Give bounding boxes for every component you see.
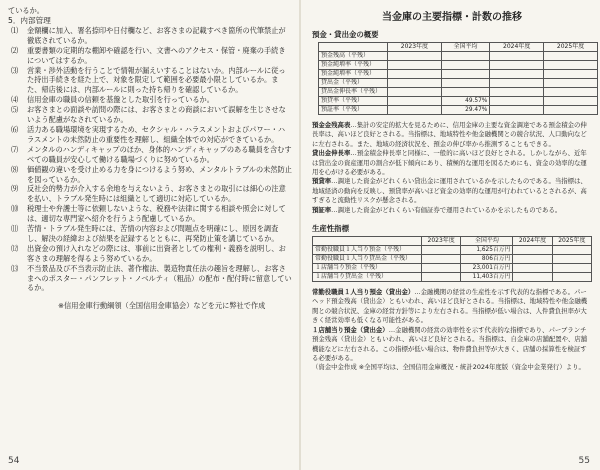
page-number-left: 54 [8, 456, 20, 466]
item-number: ⑾ [11, 224, 19, 234]
item-text: 出資金の預け入れなどの際には、事前に出資者としての権利・義務を説明し、お客さまの理解を得るよう努めているか。 [27, 243, 286, 263]
column-header: 全国平均 [461, 237, 513, 246]
table-cell [513, 246, 552, 255]
section-heading: 5．内部管理 [8, 15, 51, 25]
checklist-item [8, 66, 292, 96]
table-cell [544, 61, 598, 70]
definition: …金融機関の経営の生産性を示す代表的な指標である。パーヘッド預金残高（貸出金）ともいわれ、高いほど良好とされる。当指標は、地域特性や他金融機関との競合状況、金庫の経営方針等により左右される。当指標が低い場合は、人件費負担率が大きく経営効率も低くなる可能性がある。 [312, 288, 588, 325]
row-label: 貸出金伸長率（平残） [319, 88, 388, 97]
table1-heading: 預金・貸出金の概要 [312, 30, 379, 39]
table-cell: 29.47% [441, 106, 489, 115]
item-number: ⑻ [11, 164, 19, 174]
table-cell [490, 52, 544, 61]
row-label: 預証率（平残） [319, 106, 388, 115]
item-text: 不当景品及び不当表示防止法、著作権法、製造物責任法の趣旨を理解し、お客さまへのポスター・パンフレット・ノベルティ（粗品）の配布・配付時に留意しているか。 [27, 263, 292, 293]
table-row [319, 88, 598, 97]
table-cell [552, 255, 591, 264]
table-cell [544, 106, 598, 115]
table-cell [544, 70, 598, 79]
term: 預貸率 [312, 177, 332, 186]
column-header: 2023年度 [422, 237, 461, 246]
table-cell [441, 79, 489, 88]
checklist-item [8, 145, 292, 165]
table-cell [513, 273, 552, 282]
table-row [319, 106, 598, 115]
item-number: ⑵ [11, 45, 19, 55]
book-gutter [299, 0, 301, 470]
checklist-item [8, 184, 292, 204]
table-cell [388, 88, 442, 97]
table-row [319, 70, 598, 79]
item-number: ⑿ [11, 243, 19, 253]
checklist-item [8, 26, 292, 46]
table-cell: 49.57% [441, 97, 489, 106]
item-number: ⑺ [11, 144, 19, 154]
checklist-item [8, 105, 292, 125]
checklist-item [8, 46, 292, 66]
explanation-paragraph [312, 177, 592, 205]
row-label: １店舗当り預金（平残） [313, 264, 422, 273]
table-row [313, 255, 592, 264]
term: 預証率 [312, 205, 332, 214]
table-cell [441, 52, 489, 61]
row-label: 貸出金（平残） [319, 79, 388, 88]
table-row [313, 264, 592, 273]
item-number: ⒀ [11, 263, 19, 273]
table-cell [490, 88, 544, 97]
checklist-item [8, 165, 292, 185]
table-cell [490, 97, 544, 106]
row-label: 預金純増率（平残） [319, 61, 388, 70]
item-text: 活力ある職場環境を実現するため、セクシャル・ハラスメントおよびパワー・ハラスメントの未然防止の重要性を理解し、組織全体での対応ができているか。 [27, 124, 286, 144]
table-cell [441, 88, 489, 97]
table-cell [544, 97, 598, 106]
item-text: メンタルのハンディキャップのほか、身体的ハンディキャップのある職員を含むすべての職員が安心して働ける職場づくりに努めているか。 [27, 144, 292, 164]
table-cell [441, 61, 489, 70]
item-number: ⑷ [11, 95, 19, 105]
table-cell [388, 79, 442, 88]
item-number: ⑶ [11, 65, 19, 75]
item-text: 税理士や弁護士等に依頼しないような、税務や法律に関する相談や照会に対しては、適切な専門家へ紹介を行うよう配慮しているか。 [27, 204, 286, 224]
item-number: ⑸ [11, 105, 19, 115]
table-cell [513, 255, 552, 264]
table-cell [422, 273, 461, 282]
table-cell [544, 88, 598, 97]
row-label: 預貸率（平残） [319, 97, 388, 106]
explanation-paragraph [312, 206, 592, 215]
table-row [319, 79, 598, 88]
item-number: ⑴ [11, 25, 19, 35]
column-header [313, 237, 422, 246]
item-text: 価値観の違いを受け止める力を身につけるよう努め、メンタルトラブルの未然防止を図っているか。 [27, 164, 292, 184]
table-cell [552, 264, 591, 273]
page-title: 当金庫の主要指標・計数の推移 [382, 12, 522, 23]
row-label: 常勤役職員１人当り貸出金（平残） [313, 255, 422, 264]
checklist-item [8, 224, 292, 244]
table2-heading: 生産性指標 [312, 224, 349, 234]
table-row [313, 246, 592, 255]
column-header [319, 43, 388, 52]
table-cell [513, 264, 552, 273]
table-row [319, 52, 598, 61]
item-text: 金額欄に加入、署名捺印や日付欄など、お客さまの記載すべき箇所の代筆禁止が徹底されているか。 [27, 25, 286, 45]
column-header: 2024年度 [490, 43, 544, 52]
table-cell [490, 106, 544, 115]
definition: …集計の安定的拡大を見るために、信用金庫の主要な資金調達である預金積金の伸長率は、高いほど良好とされる。当指標は、地域特性や他金融機関との競合状況、人口動向などに左右される。また、地域の経済状況を、預金の伸び率から推測することもできる。 [312, 121, 587, 148]
row-label: 預金残高（平残） [319, 52, 388, 61]
definition: …金融機関の経営の効率性を示す代表的な指標であり、パーブランチ預金残高（貸出金）ともいわれ、高いほど良好とされる。当指標は、自金庫の店舗配置や、店舗機能などに左右される。この指標が低い場合は、物件費負担等が大きく、店舗の採算性を検証する必要がある。 [312, 325, 588, 362]
table-cell [544, 79, 598, 88]
row-label: １店舗当り貸出金（平残） [313, 273, 422, 282]
definition: …調達した資金がどれくらい有価証券で運用されているかを示したものである。 [331, 205, 562, 214]
explanations-1 [312, 121, 592, 215]
column-header: 2025年度 [552, 237, 591, 246]
definition: …調達した資金がどれくらい貸出金に運用されているかを示したものである。当指標は、地域経済の動向を反映し、預貸率が高いほど資金の効率的な運用が行われているとされるが、高すぎると流動性リスクが懸念される。 [312, 177, 587, 205]
table-cell [441, 70, 489, 79]
term: １店舗当り預金（貸出金） [312, 325, 389, 334]
explanation-paragraph [312, 149, 592, 177]
table-cell [388, 106, 442, 115]
intro-line: ているか。 [8, 6, 44, 15]
table-cell [552, 246, 591, 255]
table-cell [422, 246, 461, 255]
checklist-item [8, 95, 292, 105]
table-cell [388, 61, 442, 70]
item-text: お客さまとの面談や訪問の際には、お客さまとの商談において誤解を生じさせないよう配慮がなされているか。 [27, 105, 286, 125]
column-header: 2024年度 [513, 237, 552, 246]
column-header: 2023年度 [388, 43, 442, 52]
table-row [319, 61, 598, 70]
item-text: 重要書類の定期的な棚卸や確認を行い、文書へのアクセス・保管・廃棄の手続きについてはするか。 [27, 45, 286, 65]
row-label: 預金純増率（平残） [319, 70, 388, 79]
table-cell [490, 79, 544, 88]
definition: …預金積金伸長率と同様に、一般的に高いほど良好とされる。しかしながら、近年は貸出金の資産運用の割合が低下傾向にあり、積極的な運用を図るためにも、資金の効率的な運用を心がける必要がある。 [312, 149, 587, 177]
checklist-item [8, 204, 292, 224]
row-label: 常勤役職員１人当り預金（平残） [313, 246, 422, 255]
productivity-table [312, 236, 592, 282]
source-note: ※信用金庫行動綱領（全国信用金庫協会）などを元に弊社で作成 [58, 301, 266, 311]
column-header: 2025年度 [544, 43, 598, 52]
table-cell [422, 264, 461, 273]
table-cell [544, 52, 598, 61]
explanation-paragraph [312, 121, 592, 149]
explanation-paragraph [312, 326, 592, 364]
table-cell [422, 255, 461, 264]
item-text: 苦情・トラブル発生時には、苦情の内容および問題点を明確にし、原因を調査し、解決の経緯および結果を記録するとともに、再発防止策を講じているか。 [27, 224, 279, 243]
item-number: ⑼ [11, 184, 19, 194]
source-line: （資金中金作成 ※全国平均は、全国信用金庫概況・統計2024年度版（資金中金業発行）より。 [312, 363, 585, 372]
table-cell [490, 70, 544, 79]
item-text: 反社会的勢力が介入する余地を与えないよう、お客さまとの取引には細心の注意を払い、トラブル発生時には組織として適切に対応しているか。 [27, 184, 286, 204]
table-cell: 11,403百万円 [461, 273, 513, 282]
right-page [312, 6, 592, 373]
table-cell: 23,001百万円 [461, 264, 513, 273]
table-row [313, 273, 592, 282]
checklist-item [8, 264, 292, 294]
item-number: ⑽ [11, 204, 19, 214]
table-cell [490, 61, 544, 70]
explanation-paragraph [312, 288, 592, 326]
table-row [319, 97, 598, 106]
item-number: ⑹ [11, 124, 19, 134]
term: 常勤役職員１人当り預金（貸出金） [312, 288, 415, 297]
table-cell [388, 97, 442, 106]
term: 預金金残高表 [312, 121, 351, 129]
explanations-2 [312, 288, 592, 363]
item-text: 営業・渉外活動を行うことで情報が漏えいすることはないか。内部ルールに従った持出手続きを経た上で、対象を限定して範囲を必要最小限としているか。また、帰店後には、内部ルールに則った持ち帰りを確認しているか。 [27, 65, 286, 95]
table-cell [388, 52, 442, 61]
checklist-item [8, 125, 292, 145]
table-cell: 1,625百万円 [461, 246, 513, 255]
page-number-right: 55 [578, 456, 590, 466]
table-cell [388, 70, 442, 79]
column-header: 全国平均 [441, 43, 489, 52]
deposit-loan-table [318, 42, 598, 115]
item-text: 信用金庫の職員の信頼を基盤とした取引を行っているか。 [27, 95, 214, 105]
left-page [8, 6, 292, 311]
checklist [8, 26, 292, 293]
checklist-item [8, 244, 292, 264]
table-cell [552, 273, 591, 282]
term: 貸出金伸長率 [312, 149, 351, 158]
table-cell: 806百万円 [461, 255, 513, 264]
